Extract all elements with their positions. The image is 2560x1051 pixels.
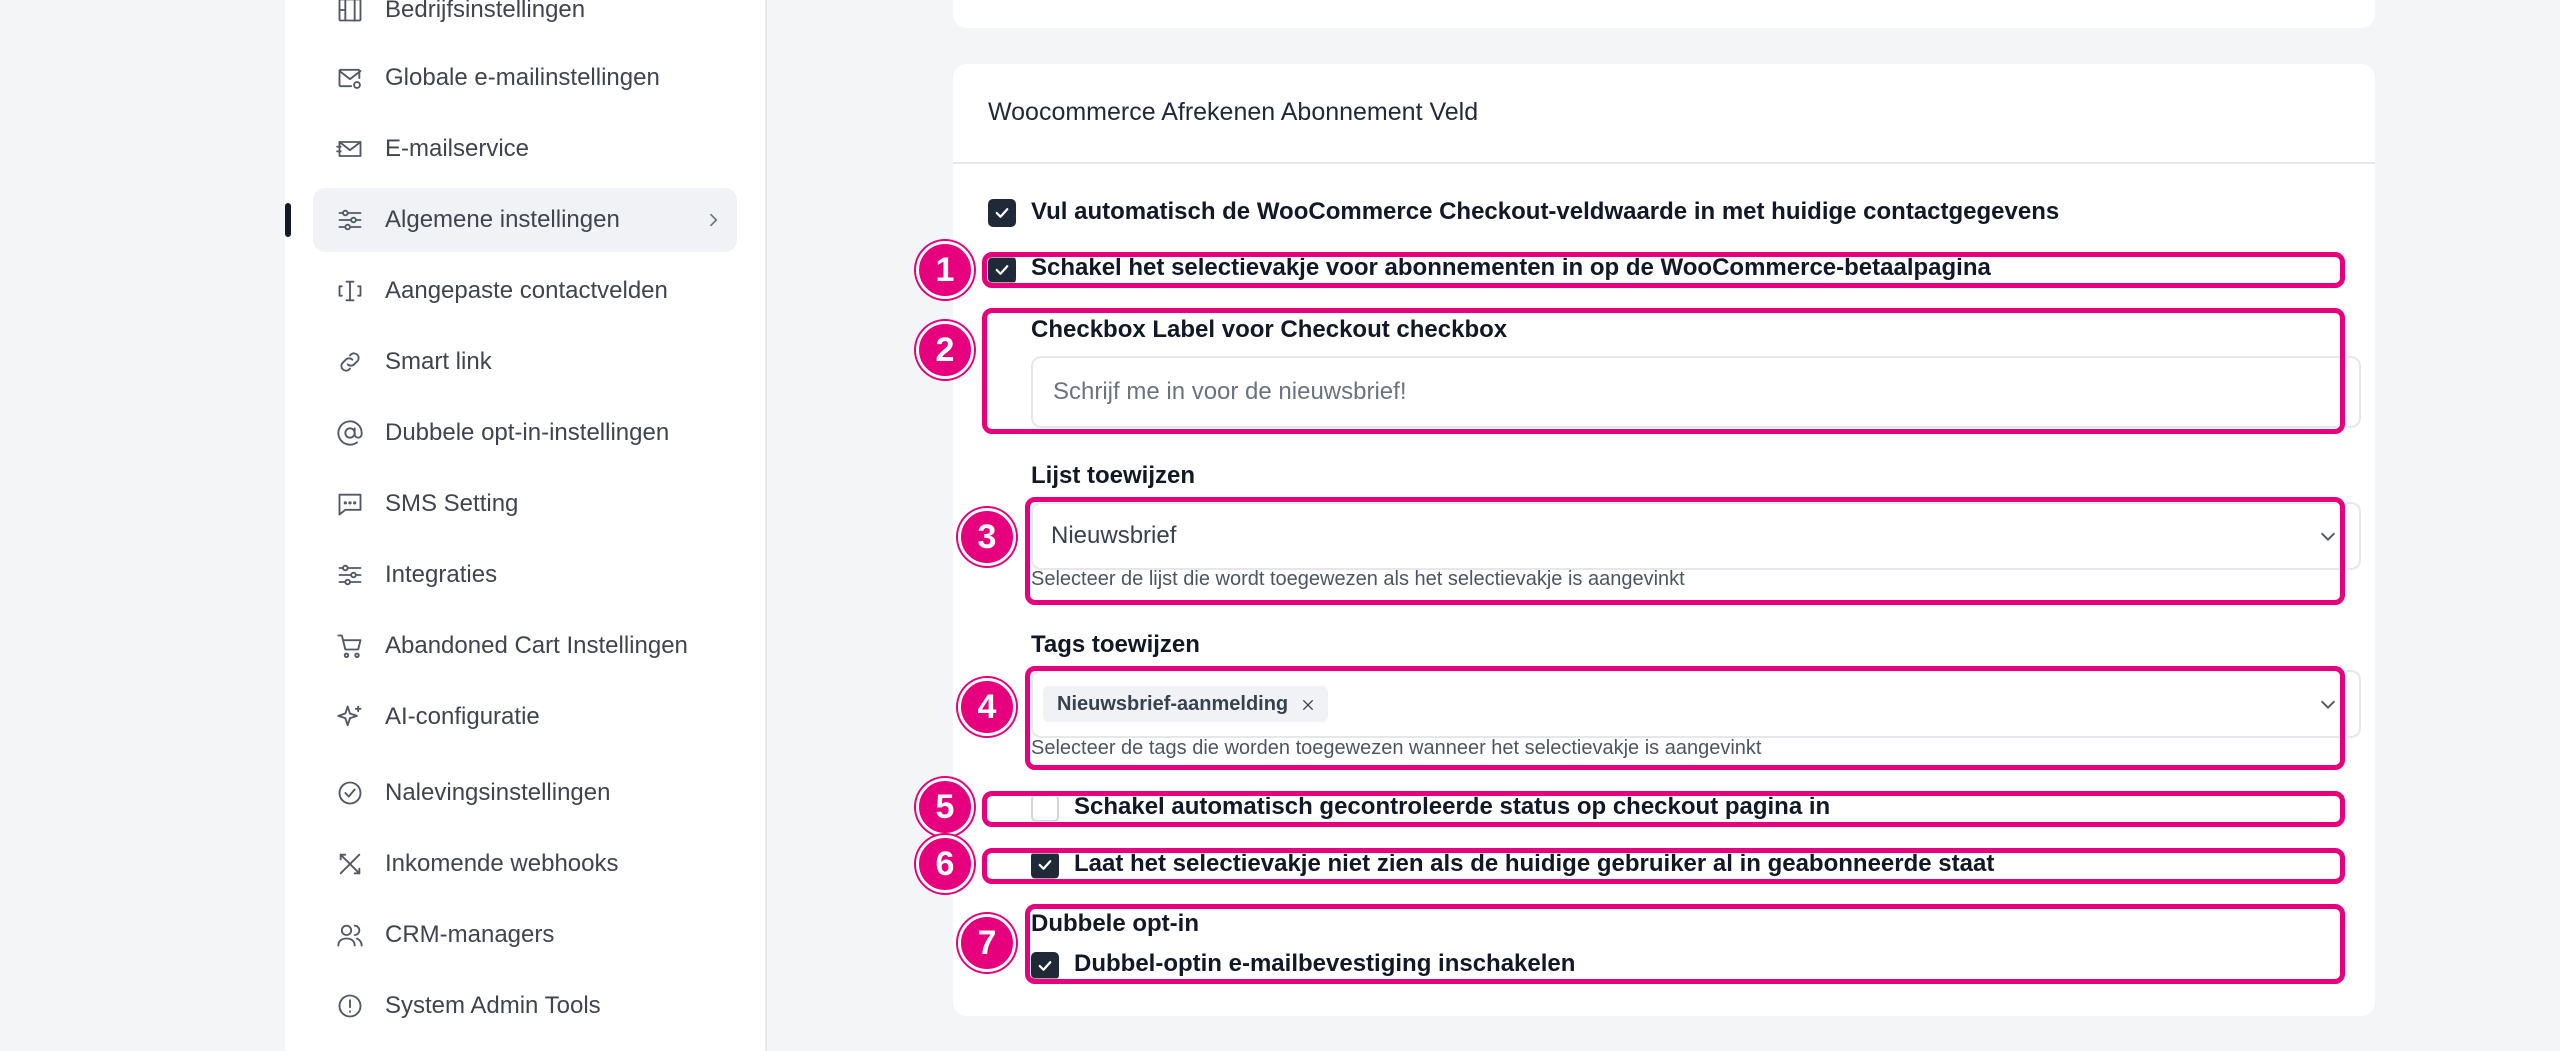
sidebar-item-label: Aangepaste contactvelden xyxy=(385,277,668,304)
sidebar-item-dubbele-opt-in-instellingen[interactable] xyxy=(313,401,737,465)
tag-label: Nieuwsbrief-aanmelding xyxy=(1057,692,1289,715)
annotation-badge-3: 3 xyxy=(958,508,1016,566)
highlight-box-3 xyxy=(1025,497,2345,605)
annotation-badge-7: 7 xyxy=(958,914,1016,972)
highlight-box-7 xyxy=(1025,904,2345,984)
checkbox-label-title: Checkbox Label voor Checkout checkbox xyxy=(1031,316,1508,343)
sidebar-item-label: CRM-managers xyxy=(385,921,555,948)
link-icon xyxy=(335,347,365,377)
sliders-icon xyxy=(335,205,365,235)
sliders-icon xyxy=(335,560,365,590)
chevron-right-icon xyxy=(703,210,723,230)
sidebar-item-ai-configuratie[interactable] xyxy=(313,685,737,749)
sidebar-item-abandoned-cart-instellingen[interactable] xyxy=(313,614,737,678)
tags-help-text: Selecteer de tags die worden toegewezen wanneer het selectievakje is aangevinkt xyxy=(1031,737,1762,759)
message-icon xyxy=(335,489,365,519)
list-title: Lijst toewijzen xyxy=(1031,462,1196,489)
sidebar-item-inkomende-webhooks[interactable] xyxy=(313,832,737,896)
highlight-box-6 xyxy=(982,848,2345,884)
double-optin-label: Dubbel-optin e-mailbevestiging inschakelen xyxy=(1074,950,1576,977)
checkbox-label-value: Schrijf me in voor de nieuwsbrief! xyxy=(1053,378,1407,405)
users-icon xyxy=(335,920,365,950)
webhook-icon xyxy=(335,849,365,879)
sidebar-item-algemene-instellingen[interactable] xyxy=(313,188,737,252)
highlight-box-1 xyxy=(982,252,2345,288)
sidebar-item-label: Globale e-mailinstellingen xyxy=(385,64,660,91)
enable-subscription-label: Schakel het selectievakje voor abonnementen in op de WooCommerce-betaalpagina xyxy=(1031,254,1991,281)
sidebar-item-e-mailservice[interactable] xyxy=(313,117,737,181)
sidebar-item-label: Algemene instellingen xyxy=(385,206,620,233)
sidebar-item-system-admin-tools[interactable] xyxy=(313,974,737,1038)
card-divider xyxy=(953,162,2375,164)
sidebar-item-label: E-mailservice xyxy=(385,135,530,162)
mail-settings-icon xyxy=(335,63,365,93)
autofill-label: Vul automatisch de WooCommerce Checkout-veldwaarde in met huidige contactgegevens xyxy=(1031,198,2060,225)
sidebar-item-label: Inkomende webhooks xyxy=(385,850,619,877)
sidebar-item-globale-e-mailinstellingen[interactable] xyxy=(313,46,737,110)
sidebar-item-label: Abandoned Cart Instellingen xyxy=(385,632,688,659)
at-sign-icon xyxy=(335,418,365,448)
sidebar-item-label: System Admin Tools xyxy=(385,992,601,1019)
sidebar-item-aangepaste-contactvelden[interactable] xyxy=(313,259,737,323)
list-help-text: Selecteer de lijst die wordt toegewezen als het selectievakje is aangevinkt xyxy=(1031,568,1685,590)
annotation-badge-6: 6 xyxy=(916,835,974,893)
settings-sidebar xyxy=(285,0,767,1051)
sidebar-item-label: Nalevingsinstellingen xyxy=(385,779,611,806)
text-cursor-icon xyxy=(335,276,365,306)
auto-checked-label: Schakel automatisch gecontroleerde status op checkout pagina in xyxy=(1074,793,1831,820)
sidebar-item-sms-setting[interactable] xyxy=(313,472,737,536)
sidebar-item-label: Integraties xyxy=(385,561,498,588)
list-selected-value: Nieuwsbrief xyxy=(1051,522,1177,549)
previous-settings-card xyxy=(953,0,2375,28)
sparkles-icon xyxy=(335,702,365,732)
sidebar-item-label: Bedrijfsinstellingen xyxy=(385,0,586,23)
highlight-box-4 xyxy=(1025,666,2345,770)
annotation-badge-4: 4 xyxy=(958,678,1016,736)
annotation-badge-1: 1 xyxy=(916,241,974,299)
double-optin-title: Dubbele opt-in xyxy=(1031,910,1199,937)
autofill-checkbox[interactable] xyxy=(988,199,1016,227)
check-circle-icon xyxy=(335,778,365,808)
cart-icon xyxy=(335,631,365,661)
sidebar-item-nalevingsinstellingen[interactable] xyxy=(313,761,737,825)
mail-send-icon xyxy=(335,134,365,164)
hide-subscribed-label: Laat het selectievakje niet zien als de huidige gebruiker al in geabonneerde staat xyxy=(1074,850,1995,877)
active-indicator xyxy=(285,203,291,237)
sidebar-item-label: SMS Setting xyxy=(385,490,519,517)
annotation-badge-2: 2 xyxy=(916,321,974,379)
tags-title: Tags toewijzen xyxy=(1031,631,1200,658)
annotation-badge-5: 5 xyxy=(916,778,974,836)
highlight-box-5 xyxy=(982,791,2345,827)
alert-circle-icon xyxy=(335,991,365,1021)
sidebar-item-crm-managers[interactable] xyxy=(313,903,737,967)
card-title: Woocommerce Afrekenen Abonnement Veld xyxy=(988,98,1479,126)
sidebar-item-bedrijfsinstellingen[interactable] xyxy=(313,0,737,42)
sidebar-item-label: Dubbele opt-in-instellingen xyxy=(385,419,670,446)
sidebar-item-smart-link[interactable] xyxy=(313,330,737,394)
sidebar-item-integraties[interactable] xyxy=(313,543,737,607)
sidebar-item-label: Smart link xyxy=(385,348,492,375)
sidebar-item-label: AI-configuratie xyxy=(385,703,540,730)
building-icon xyxy=(335,0,365,25)
highlight-box-2 xyxy=(982,308,2345,434)
